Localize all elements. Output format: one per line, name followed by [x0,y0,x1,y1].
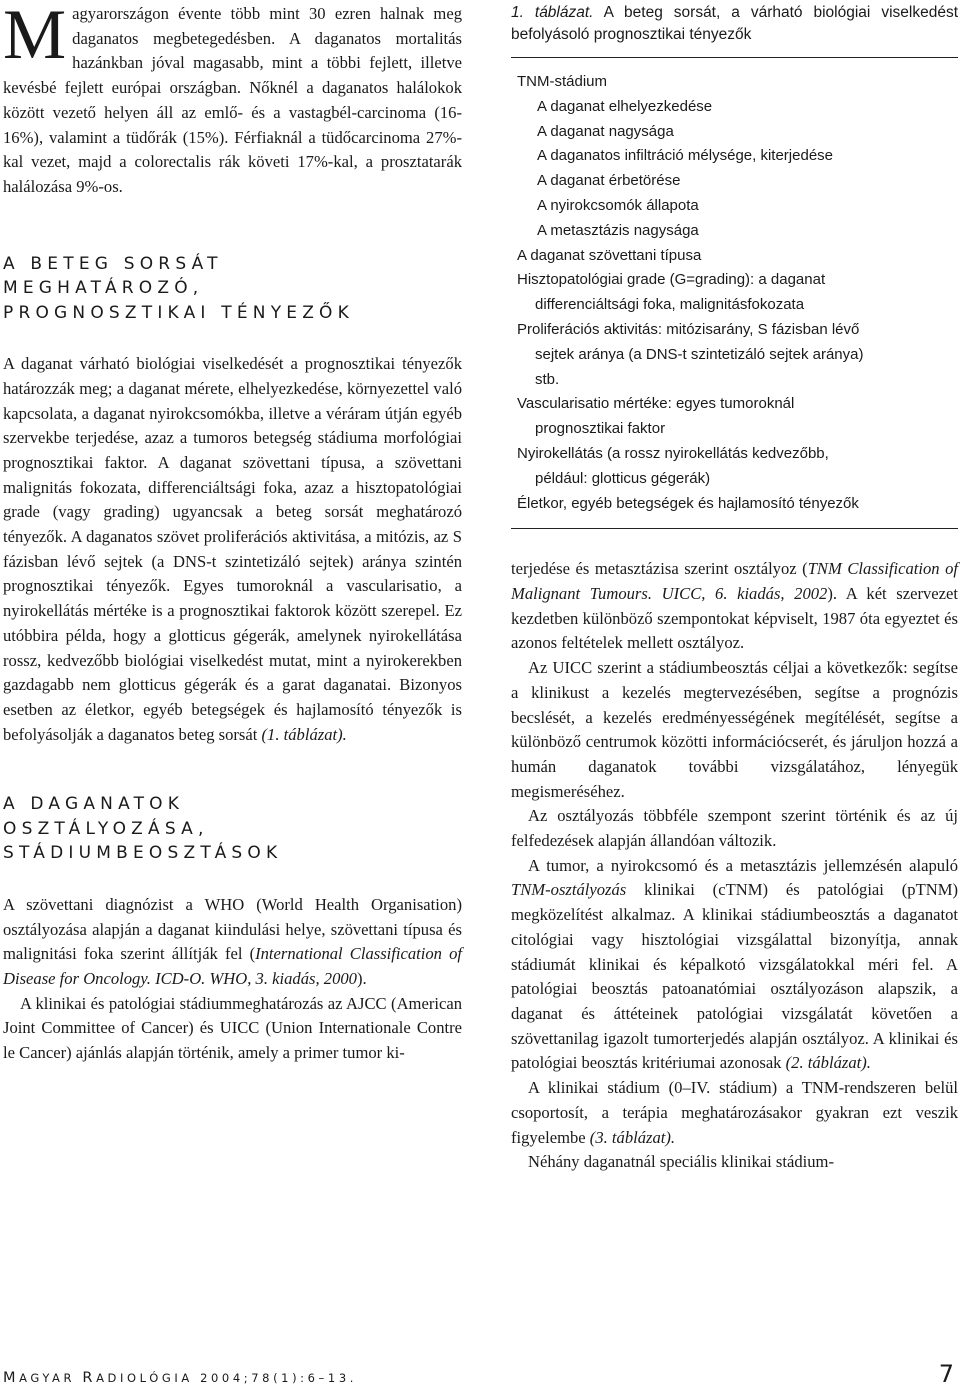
table-item: Életkor, egyéb betegségek és hajlamosító tényezők [517,494,859,512]
heading-line: MEGHATÁROZÓ, [3,278,204,299]
table-item: stb. [535,370,560,388]
body-text: ). A két szervezet kezdetben különböző szempontokat képviselt, 1987 óta egyeztet és azonos feltételek mellett osztályoz. [511,584,958,653]
body-text: A klinikai stádium (0–IV. stádium) a TNM-rendszeren belül csoportosít, a terápia meghatározásakor gyakran ezt veszik figyelembe [511,1078,958,1147]
section-heading-prognostic [3,252,462,326]
body-paragraph: Az UICC szerint a stádiumbeosztás céljai a következők: segítse a klinikust a kezelés megtervezésében, segítse a prognózis becslését, a kezelés eredményességének megítélését, segítse a különböző centrumok közötti információcserét, és járuljon hozzá a humán daganatok további vizsgálatához, lényegük megismeréséhez. [511,658,958,801]
body-paragraph: Az osztályozás többféle szempont szerint történik és az új felfedezések alapján állandóan változik. [511,806,958,851]
body-text: A szövettani diagnózist a WHO (World Health Organisation) osztályozása alapján a daganat kiindulási helye, szövettani típusa és malignitási foka szerint állítják fel ( [3,894,462,964]
journal-cap: R [82,1370,97,1386]
heading-line: PROGNOSZTIKAI TÉNYEZŐK [3,302,354,323]
citation: International Classification of Disease for Oncology. ICD-O. WHO, 3. kiadás, 2000 [3,944,462,988]
table-reference: (1. táblázat). [261,724,347,744]
drop-cap: M [3,0,67,74]
page-footer [3,1360,958,1390]
table-item: TNM-stádium [517,73,608,90]
table-item: differenciáltsági foka, malignitásfokozata [535,296,805,314]
table-item: például: glotticus gégerák) [535,469,711,487]
table-box [511,57,958,529]
table-item: A daganat elhelyezkedése [537,97,713,115]
body-paragraph: A klinikai és patológiai stádiummeghatározás az AJCC (American Joint Committee of Cancer) és UICC (Union Internationale Contre le Cancer) ajánlás alapján történik, amely a primer tumor ki- [3,993,462,1063]
body-paragraph [3,893,462,992]
journal-citation [3,1370,357,1386]
table-item: A daganat nagysága [537,122,674,140]
body-paragraph [511,854,958,1076]
page-number: 7 [938,1360,954,1388]
body-paragraph: Néhány daganatnál speciális klinikai stádium- [528,1152,834,1172]
section-heading-classification [3,792,462,866]
intro-paragraph [3,2,462,200]
table-item: sejtek aránya (a DNS-t szintetizáló sejtek aránya) [535,345,864,363]
table-item: Proliferációs aktivitás: mitózisarány, S fázisban lévő [517,320,860,338]
citation: TNM Classification of Malignant Tumours. UICC, 6. kiadás, 2002 [511,559,958,604]
heading-line: A BETEG SORSÁT [3,253,223,274]
body-text: A daganat várható biológiai viselkedését a prognosztikai tényezők határozzák meg; a daganat mérete, elhelyezkedése, környezettel való kapcsolata, a daganat nyirokcsomókba, illetve a véráram útján egyéb szervekbe terjedése, azaz a tumoros betegség stádiuma morfológiai prognosztikai faktor. A daganat szövettani típusa, a szövettani malignitás fokozata, differenciáltsági foka, azaz a hisztopatológiai grade (vagy grading) ugyancsak a beteg sorsát meghatározó tényezők. A daganatos szövet proliferációs aktivitása, a mitózis, az S fázisban lévő sejtek (a DNS-t szintetizáló sejtek) aránya szintén prognosztikai tényezők. Egyes tumoroknál a vascularisatio, a nyirokellátás mértéke is a prognosztikai faktorok között szerepel. Ez utóbbira példa, hogy a glotticus gégerák, amelynek nyirokellátása rossz, kedvezőbb biológiai viselkedést mutat, mint a nyirokerekben gazdagabb nem glotticus gégerák és a garat daganatai. Bizonyos esetben az életkor, egyéb betegségek és hajlamosító tényezők is befolyásolják a daganatos beteg sorsát [3,354,462,744]
body-text: ). [356,968,367,988]
term: TNM-osztályozás [511,880,627,900]
table-caption: A beteg sorsát, a várható biológiai viselkedést befolyásoló prognosztikai tényezők [511,4,959,43]
journal-word: ADIOLÓGIA 2004;78(1):6–13. [96,1371,357,1385]
body-paragraph [511,1076,958,1150]
table-reference: (2. táblázat). [785,1053,871,1073]
table-title [511,0,958,46]
table-item: Vascularisatio mértéke: egyes tumoroknál [517,395,795,413]
heading-line: OSZTÁLYOZÁSA, [3,818,209,839]
body-paragraph [3,352,462,747]
body-text: A tumor, a nyirokcsomó és a metasztázis jellemzésén alapuló [528,855,958,875]
table-item: Nyirokellátás (a rossz nyirokellátás kedvezőbb, [517,444,829,462]
intro-text: agyarországon évente több mint 30 ezren halnak meg daganatos megbetegedésben. A daganatos mortalitás hazánkban jóval magasabb, mint a többi fejlett, illetve kevésbé fejlett európai országban. Nőknél a daganatos halálokok között vezető helyen áll az emlő- és a vastagbél-carcinoma (16-16%), valamint a tüdőrák (15%). Férfiaknál a tüdőcarcinoma 27%-kal vezet, majd a colorectalis rák követi 17%-kal, a prosztatarák halálozása 9%-os. [3,4,462,196]
table-item: Hisztopatológiai grade (G=grading): a daganat [517,271,826,289]
table-item: A daganat szövettani típusa [517,246,702,264]
table-item: A nyirokcsomók állapota [537,196,699,214]
table-1 [511,0,958,529]
table-number: 1. táblázat. [511,4,594,21]
table-item: A daganat érbetörése [537,172,681,190]
body-paragraph [511,557,958,656]
body-text: klinikai (cTNM) és patológiai (pTNM) megközelítést alkalmaz. A klinikai stádiumbeosztás a daganatot citológiai vagy hisztológiai vizsgálattal bizonyítja, annak stádiumát klinikai és képalkotó vizsgálatokkal méri fel. A patológiai beosztás patoanatómiai osztályozáson alapszik, a daganat és áttéteinek patológiai vizsgálatát követően a szövettanilag igazolt tumorterjedés alapján osztályoz. A klinikai és patológiai beosztás kritériumai azonosak [511,880,958,1073]
heading-line: A DAGANATOK [3,794,185,815]
table-item: A metasztázis nagysága [537,221,699,239]
left-column [3,0,462,1066]
right-column [511,0,958,1175]
table-reference: (3. táblázat). [589,1127,676,1147]
journal-word: AGYAR [19,1371,83,1385]
table-list [511,70,958,516]
table-item: A daganatos infiltráció mélysége, kiterjedése [537,147,834,165]
journal-cap: M [3,1370,20,1386]
table-item: prognosztikai faktor [535,420,666,438]
body-text: terjedése és metasztázisa szerint osztályoz ( [511,559,808,579]
heading-line: STÁDIUMBEOSZTÁSOK [3,843,283,864]
